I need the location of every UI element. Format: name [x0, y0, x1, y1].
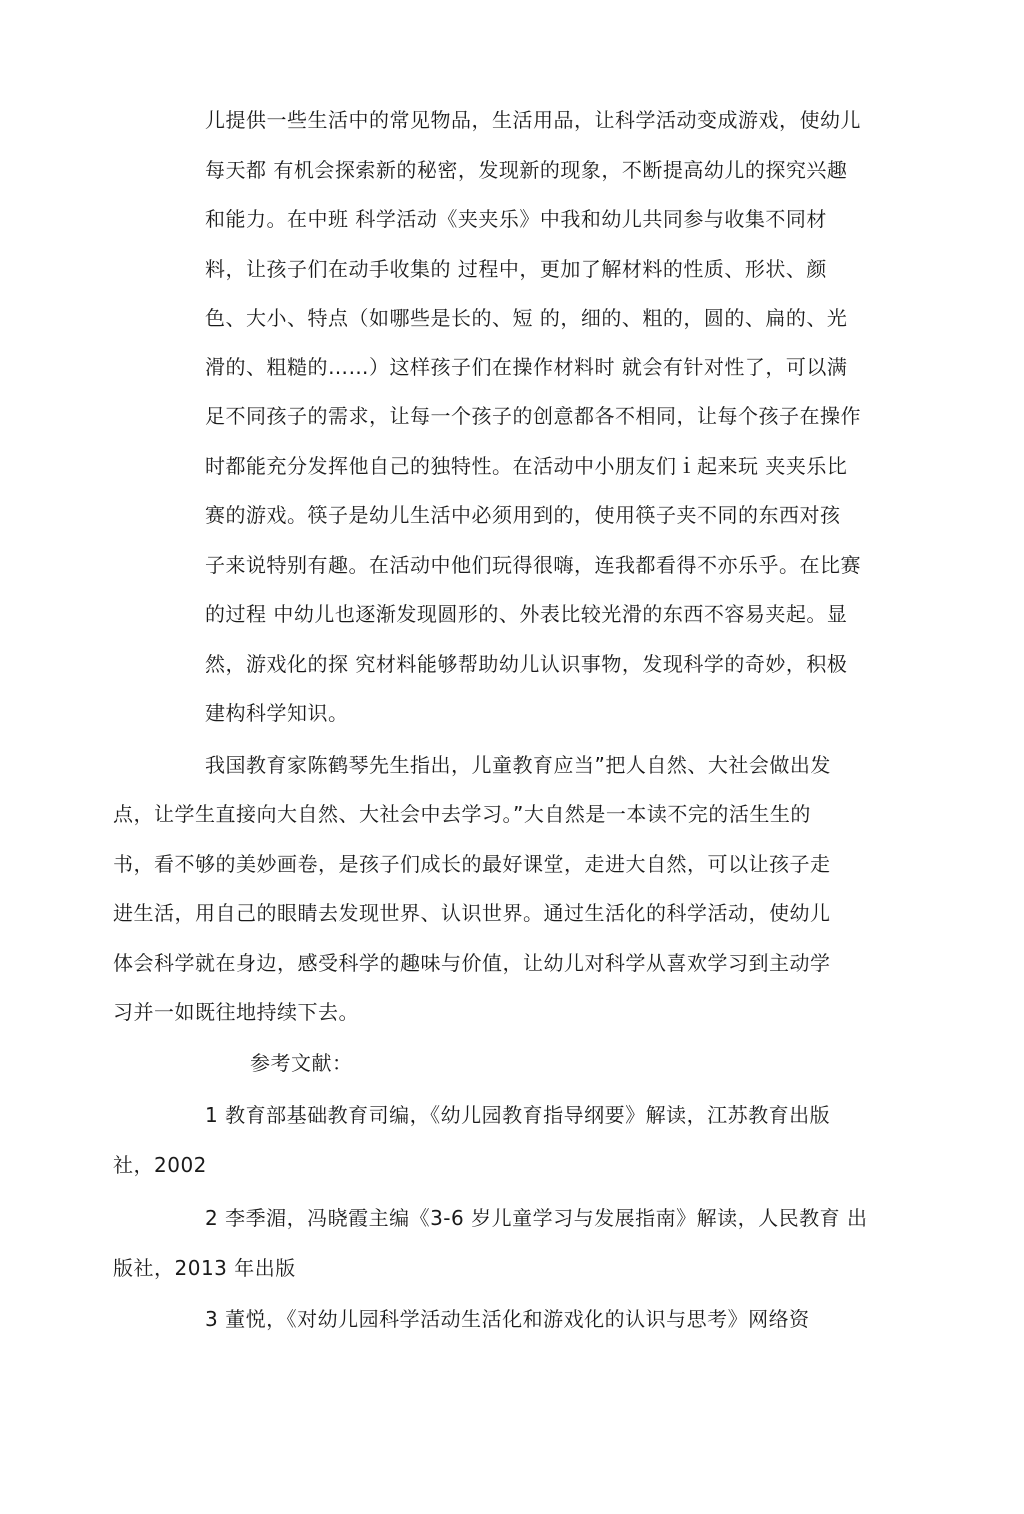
text-line: 书，看不够的美妙画卷，是孩子们成长的最好课堂，走进大自然，可以让孩子走 — [113, 852, 831, 876]
reference-text: 2 李季湄，冯晓霞主编《3-6 岁儿童学习与发展指南》解读，人民教育 出 — [205, 1206, 868, 1230]
text-line: 每天都 有机会探索新的秘密，发现新的现象，不断提高幼儿的探究兴趣 — [205, 158, 848, 182]
text-line: 子来说特别有趣。在活动中他们玩得很嗨，连我都看得不亦乐乎。在比赛 — [205, 553, 861, 577]
text-line: 建构科学知识。 — [205, 701, 349, 725]
text-line: 进生活，用自己的眼睛去发现世界、认识世界。通过生活化的科学活动，使幼儿 — [113, 901, 831, 925]
references-heading: 参考文献： — [250, 1051, 353, 1075]
text-line: 和能力。在中班 科学活动《夹夹乐》中我和幼儿共同参与收集不同材 — [205, 207, 827, 231]
text-line: 点，让学生直接向大自然、大社会中去学习。”大自然是一本读不完的活生生的 — [113, 802, 811, 826]
text-line: 我国教育家陈鹤琴先生指出，儿童教育应当”把人自然、大社会做出发 — [205, 753, 831, 777]
text-line: 赛的游戏。筷子是幼儿生活中必须用到的，使用筷子夹不同的东西对孩 — [205, 503, 841, 527]
text-line: 滑的、粗糙的……）这样孩子们在操作材料时 就会有针对性了，可以满 — [205, 355, 848, 379]
text-line: 然，游戏化的探 究材料能够帮助幼儿认识事物，发现科学的奇妙，积极 — [205, 652, 848, 676]
text-line: 的过程 中幼儿也逐渐发现圆形的、外表比较光滑的东西不容易夹起。显 — [205, 602, 848, 626]
reference-text: 1 教育部基础教育司编，《幼儿园教育指导纲要》解读，江苏教育出版 — [205, 1103, 831, 1127]
text-line: 料，让孩子们在动手收集的 过程中，更加了解材料的性质、形状、颜 — [205, 257, 827, 281]
reference-text: 3 董悦，《对幼儿园科学活动生活化和游戏化的认识与思考》网络资 — [205, 1307, 810, 1331]
text-line: 时都能充分发挥他自己的独特性。在活动中小朋友们ｉ起来玩 夹夹乐比 — [205, 454, 848, 478]
text-line: 体会科学就在身边，感受科学的趣味与价值，让幼儿对科学从喜欢学习到主动学 — [113, 951, 831, 975]
text-line: 儿提供一些生活中的常见物品，生活用品，让科学活动变成游戏，使幼儿 — [205, 108, 861, 132]
reference-text: 版社，2013 年出版 — [113, 1256, 296, 1280]
text-line: 习并一如既往地持续下去。 — [113, 1000, 359, 1024]
text-line: 足不同孩子的需求，让每一个孩子的创意都各不相同，让每个孩子在操作 — [205, 404, 861, 428]
reference-text: 社，2002 — [113, 1153, 207, 1177]
text-line: 色、大小、特点（如哪些是长的、短 的，细的、粗的，圆的、扁的、光 — [205, 306, 848, 330]
